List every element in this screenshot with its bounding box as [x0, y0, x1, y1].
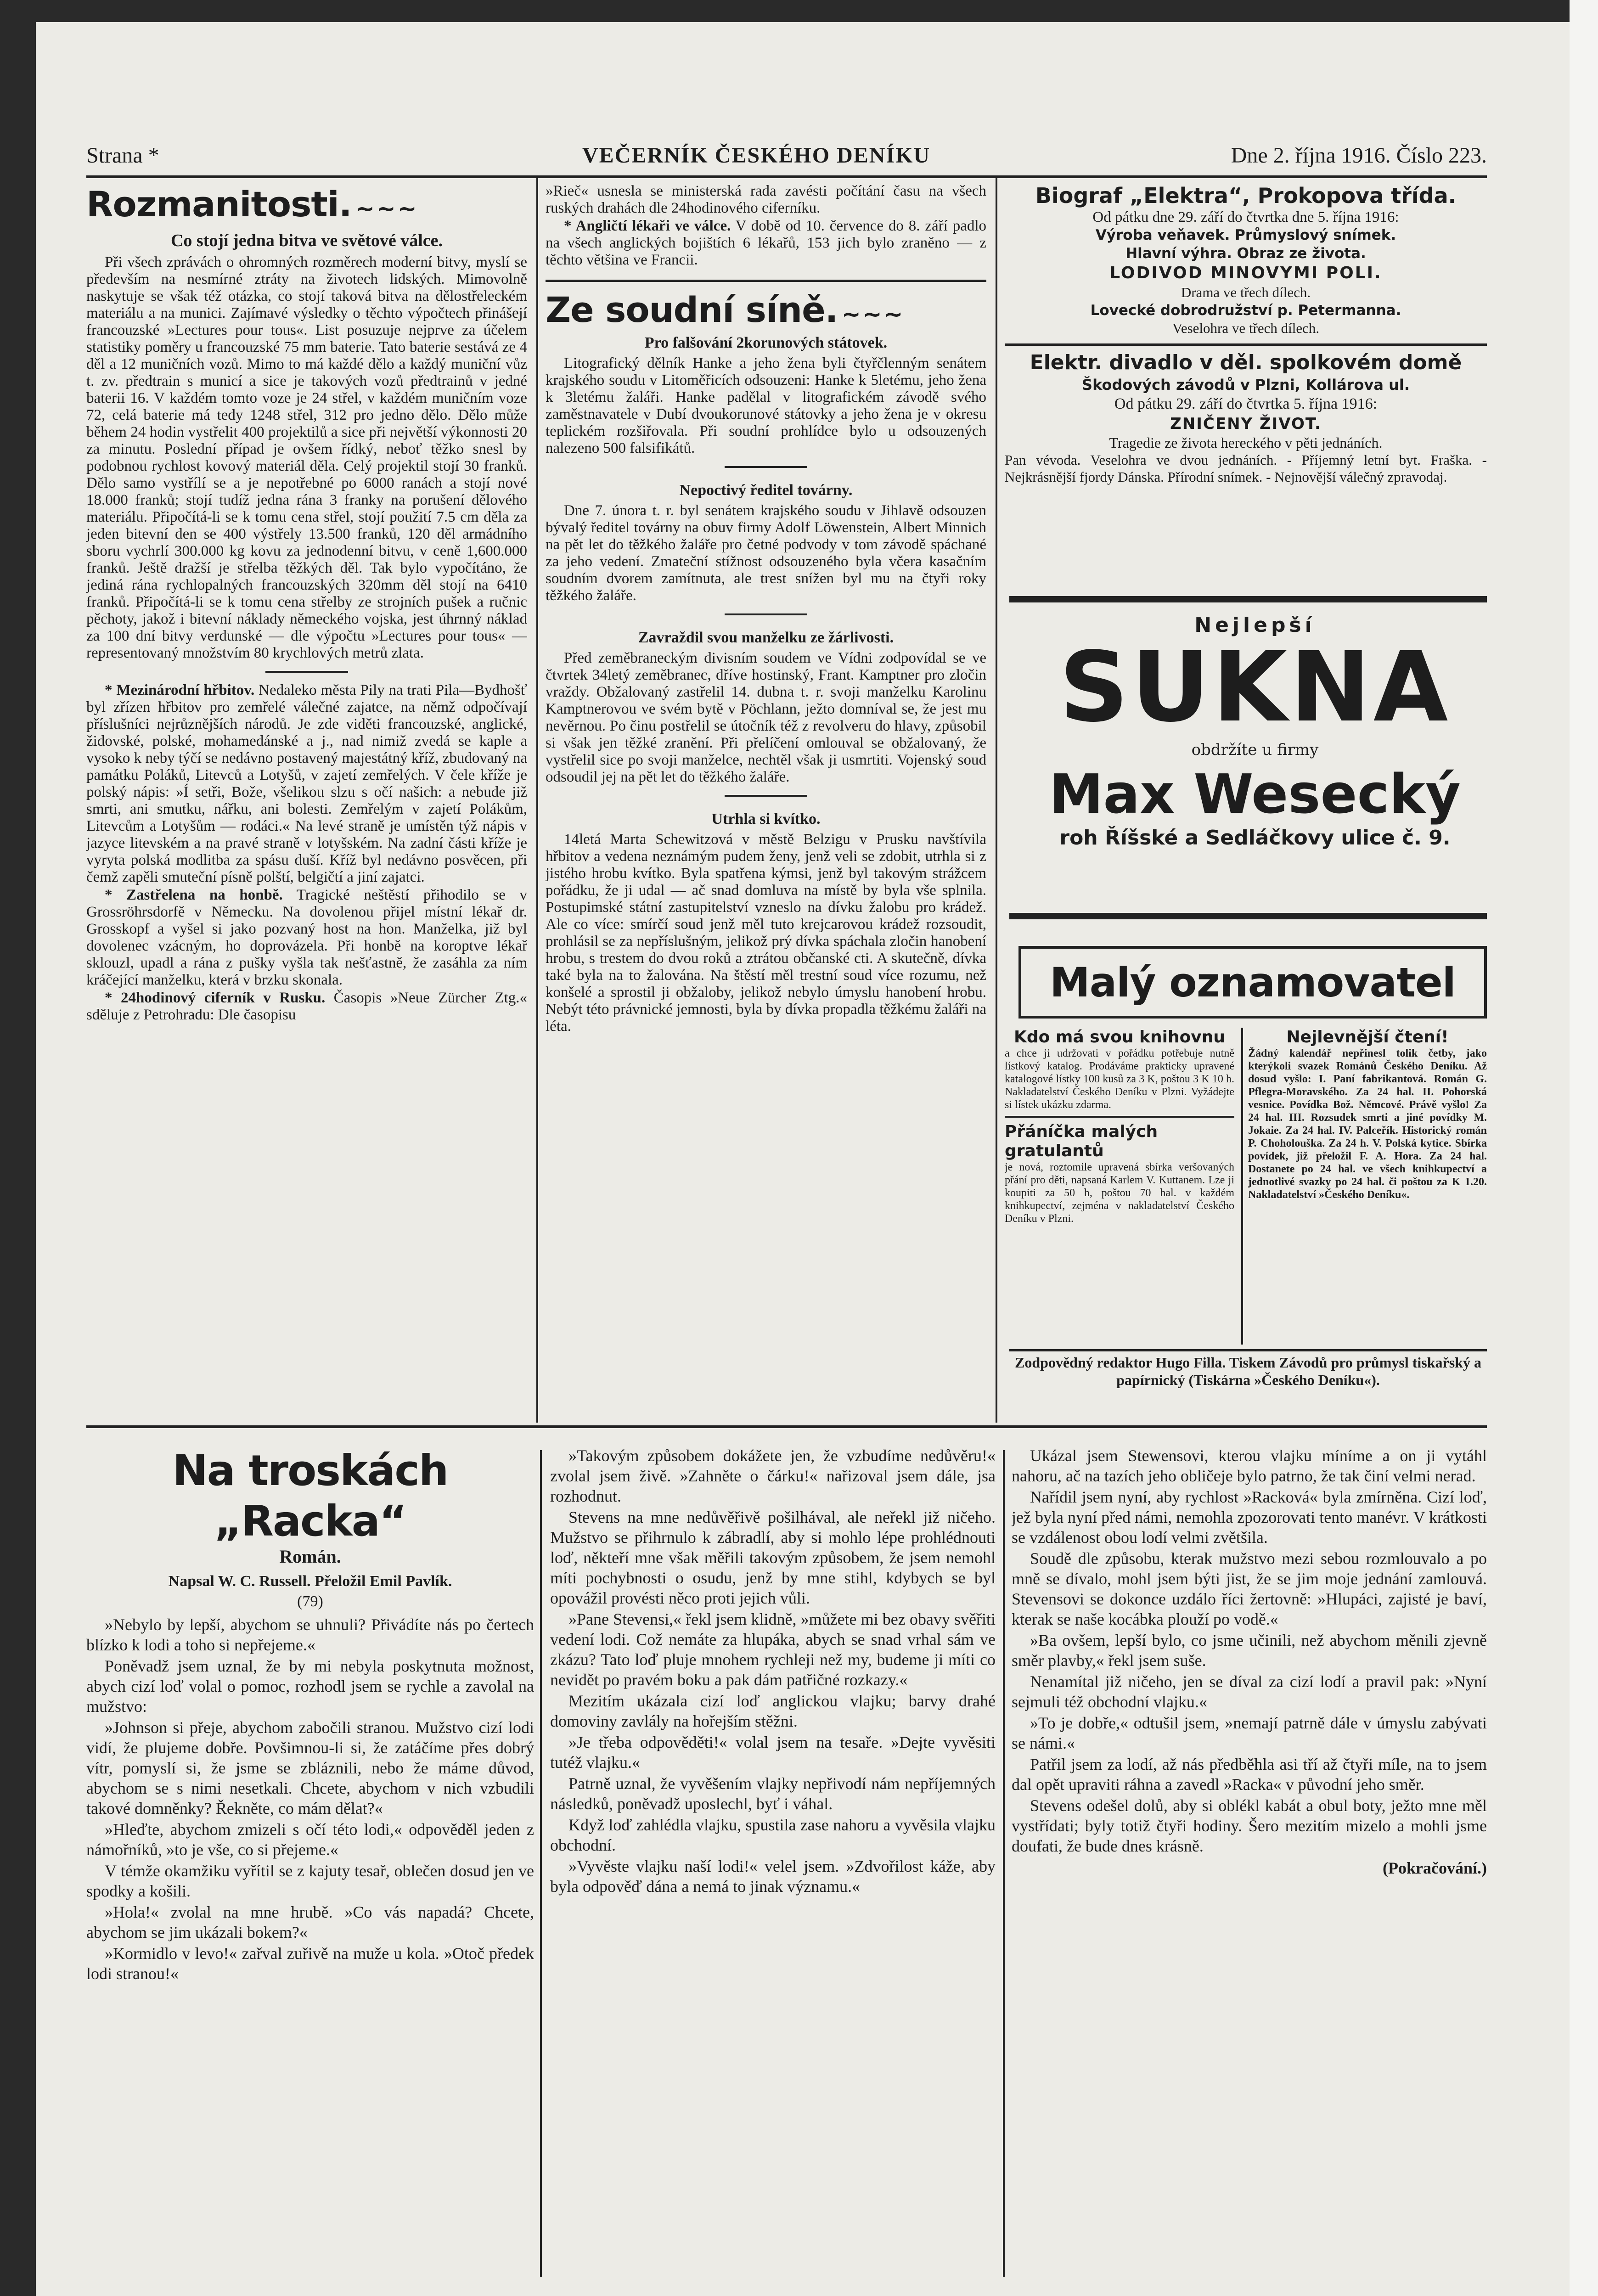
novel-text — [86, 1615, 534, 1984]
novel-paragraph: Když loď zahlédla vlajku, spustila zase nahoru a vyvěsila vlajku obchodní. — [550, 1816, 996, 1854]
court-column — [546, 183, 986, 1423]
article-headline: Nepoctivý ředitel továrny. — [679, 482, 853, 499]
column-rule — [536, 178, 538, 1423]
novel-paragraph: »Johnson si přeje, abychom zabočili stranou. Mužstvo cizí lodi vidí, že plujeme dobře. Povšimnou-li si, že zatáčíme přes dobrý vítr, pomyslí si, že jsme se zbláznili, nebo že máme důvod, abychom se s nimi nesetkali. Chcete, abychom v nich vzbudili takové domněnky? Řekněte, co mám dělat?« — [86, 1718, 534, 1818]
article-headline: Co stojí jedna bitva ve světové válce. — [170, 231, 443, 250]
ad-dates: Od pátku dne 29. září do čtvrtka dne 5. října 1916: — [1092, 209, 1399, 225]
ad-line: Pan vévoda. Veselohra ve dvou jednáních. - Příjemný letní byt. Fraška. - Nejkrásnější fjordy Dánska. Přírodní snímek. - Nejnovější válečný zpravodaj. — [1005, 452, 1487, 485]
rozmanitosti-column — [86, 183, 527, 1423]
divider — [725, 613, 807, 615]
item-body: V době od 10. července do 8. září padlo na všech anglických bojištích 6 lékařů, 153 jich bylo zraněno — z těchto většina ve Francii. — [546, 218, 986, 268]
article-headline: Utrhla si kvítko. — [711, 810, 821, 827]
ad-line: Nejlepší — [1194, 613, 1316, 637]
novel-column-3 — [1012, 1446, 1487, 2277]
article-body: Při všech zprávách o ohromných rozměrech moderní bitvy, myslí se především na nesmírné ztráty na životech lidských. Mimovolně naskytuje se však též otázka, co stojí taková bitva na dělostřeleckém materiálu a na munici. Zajímavé výsledky o těchto výpočtech přinášejí francouzské »Lectures pour tous«. List posuzuje nejprve za účelem statistiky poměry u francouzské 75 mm baterie. Tato baterie sestává ze 4 děl a 12 muničních vozů. Mimo to má každé dělo a každý muniční vůz t. zv. předtrain s municí a sice je takových vozů předtrainů v jedné baterii 16. V každém tomto voze je 24 střel, v každém muničním voze 72, celá baterie má tedy 1248 střel, 312 pro jedno dělo. Dělo může během 24 hodin vystřelit 400 projektilů a sice při největší výkonnosti 20 za minutu. Poslední případ je ovšem řídký, neboť těžko snesl by podobnou rychlost kovový materiál děla. Celý projektil stojí 30 franků. Dělo samo vystřílí se a je nepotřebné po 6000 ranách a stojí nové 18.000 franků; stojí tudíž jedna rána 3 franky na porušení dělového materiálu. Připočítá-li se k tomu cena střel, stojí použití 7.5 cm děla za jeden bitevní den se 400 výstřely 13.500 franků, 120 děl armádního sboru vychrlí 300.000 kg kovu za jednodenní bitvu, v ceně 1,600.000 franků. Ještě dražší je střelba těžkých děl. Tak bylo vypočítáno, že jediná rána rychlopalných francouzských 320mm děl stojí na 6410 franků. Připočítá-li se k tomu cena střelby ze strojních pušek a ručnic pěchoty, jakož i bitevní náklady německého vojska, jest úhrnný náklad za 100 dní bitvy verdunské — dle výpočtu »Lectures pour tous« — representovaný množstvím 80 krychlových metrů zlata. — [86, 254, 527, 661]
divider — [265, 671, 348, 673]
ad-line: Lovecké dobrodružství p. Petermanna. — [1090, 302, 1401, 319]
ad-rule — [1009, 913, 1487, 919]
novel-paragraph: »Hleďte, abychom zmizeli s očí této lodi,« odpověděl jeden z námořníků, »to je vše, co si přejeme.« — [86, 1820, 534, 1859]
cteni-ad — [1248, 1028, 1487, 1345]
kdo-ad — [1005, 1028, 1234, 1345]
article-body: Dne 7. února t. r. byl senátem krajského soudu v Jihlavě odsouzen bývalý ředitel továrny na obuv firmy Adolf Löwenstein, Albert Minnich na pět let do těžkého žaláře pro četné podvody v tom závodě spáchané za jeho vedení. Zmateční stížnost odsouzeného byla včera kasačním soudním dvorem zamítnuta, ale trest snížen byl mu na čtyři roky těžkého žaláře. — [546, 502, 986, 604]
cinema-ads — [1005, 183, 1487, 596]
novel-paragraph: »Nebylo by lepší, abychom se uhnuli? Přivádíte nás po čertech blízko k lodi a toho si nepřejeme.« — [86, 1615, 534, 1654]
novel-paragraph: Stevens odešel dolů, aby si oblékl kabát a obul boty, ježto mne měl vystřídati; byly totiž čtyři hodiny. Šero mezitím mizelo a mohli jsme doufati, že bude dnes krásně. — [1012, 1796, 1487, 1855]
page-edge — [1570, 0, 1598, 2296]
column-rule — [1003, 1450, 1005, 2277]
novel-paragraph: Ukázal jsem Stewensovi, kterou vlajku míníme a on ji vytáhl nahoru, ač na tazích jeho obličeje bylo patrno, že tak činí velmi nerad. — [1012, 1446, 1487, 1485]
ad-subtitle: Škodových závodů v Plzni, Kollárova ul. — [1082, 376, 1410, 394]
article-headline: Zavraždil svou manželku ze žárlivosti. — [638, 629, 894, 646]
novel-paragraph: »Pane Stevensi,« řekl jsem klidně, »můžete mi bez obavy svěřiti vedení lodi. Což nemáte za hlupáka, abych se snad vrhal sám ve zkázu? Tato loď pluje mnohem rychleji než my, budeme ji míti co nevidět po pravém boku a pak dám patřičné rozkazy.« — [550, 1610, 996, 1689]
page-number: Strana * — [86, 143, 159, 168]
continued-note: (Pokračování.) — [1383, 1859, 1487, 1877]
novel-paragraph: Poněvadž jsem uznal, že by mi nebyla poskytnuta možnost, abych cizí loď volal o pomoc, rozhodl jsem se rychle a zavolal na mužstvo: — [86, 1657, 534, 1716]
novel-paragraph: »Ba ovšem, lepší bylo, co jsme učinili, než abychom měnili zjevně směr plavby,« řekl jsem suše. — [1012, 1631, 1487, 1670]
ad-line: Tragedie ze života hereckého v pěti jednáních. — [1109, 434, 1383, 451]
maly-oznamovatel-banner — [1018, 946, 1487, 1019]
novel-paragraph: Nenamítal již ničeho, jen se díval za cizí lodí a pravil pak: »Nyní sejmuli též obchodní vlajku.« — [1012, 1672, 1487, 1711]
novel-paragraph: »Kormidlo v levo!« zařval zuřivě na muže u kola. »Otoč předek lodi stranou!« — [86, 1944, 534, 1983]
novel-paragraph: Stevens na mne nedůvěřivě pošilhával, ale neřekl již ničeho. Mužstvo se přihrnulo k zábradlí, aby si mohlo lépe prohlédnouti loď, někteří mne však měřili takovým způsobem, že jsem nemohl míti pochybnosti o osudu, jenž by mne stihl, kdybych se byl opovážil provésti něco proti jejich vůli. — [550, 1508, 996, 1607]
novel-paragraph: »To je dobře,« odtušil jsem, »nemají patrně dále v úmyslu zabývati se námi.« — [1012, 1714, 1487, 1752]
article-headline: Pro falšování 2korunových státovek. — [644, 334, 888, 351]
novel-author: Napsal W. C. Russell. Přeložil Emil Pavlík. — [168, 1573, 452, 1590]
ad-rule — [1009, 1349, 1487, 1351]
ad-title: Nejlevnější čtení! — [1286, 1028, 1449, 1047]
ad-title: Biograf „Elektra“, Prokopova třída. — [1035, 183, 1457, 208]
article-continued: »Rieč« usnesla se ministerská rada zavésti počítání času na všech ruských drahách dle 24hodinového ciferníku. — [546, 183, 986, 216]
novel-paragraph: Nařídil jsem nyní, aby rychlost »Racková« byla zmírněna. Cizí loď, jež byla nyní před námi, nemohla zpozorovati tento manévr. V krátkosti se vzdálenost obou lodí velmi zvětšila. — [1012, 1488, 1487, 1547]
ornament: ~~~ — [355, 195, 419, 222]
article-body: Před zeměbraneckým divisním soudem ve Vídni zodpovídal se ve čtvrtek 34letý zeměbranec, dříve hostinský, Frant. Kamptner pro zločin vraždy. Obžalovaný zastřelil 14. dubna t. r. svoji manželku Karolinu Kamptnerovou ve svém bytě v Pöchlann, ježto domníval se, že jest mu nevěrnou. Po činu postřelil se útočník též z revolveru do hlavy, způsobil si však jen těžké zranění. Při přelíčení omlouval se obžalovaný, že vystřelil sice po svoji manželce, nechtěl však ji usmrtiti. Vojenský soud odsoudil jej na pět let do těžkého žaláře. — [546, 650, 986, 785]
ad-line: ZNIČENY ŽIVOT. — [1170, 415, 1322, 433]
page-header — [86, 123, 1487, 178]
section-title: Rozmanitosti. — [86, 184, 352, 225]
imprint: Zodpovědný redaktor Hugo Filla. Tiskem Závodů pro průmysl tiskařský a papírnický (Tiskárna »Českého Deníku«). — [1015, 1354, 1481, 1388]
section-title: Ze soudní síně. — [546, 289, 838, 330]
novel-genre: Román. — [279, 1546, 341, 1567]
item-headline: * Zastřelena na honbě. — [105, 887, 283, 903]
ad-line: Drama ve třech dílech. — [1181, 284, 1311, 300]
ad-dates: Od pátku 29. září do čtvrtka 5. října 1916: — [1114, 395, 1378, 412]
novel-title: Na troskách „Racka“ — [172, 1446, 448, 1546]
ad-rule — [1241, 1028, 1243, 1345]
ad-headline: SUKNA — [1059, 631, 1451, 743]
novel-paragraph: »Hola!« zvolal na mne hrubě. »Co vás napadá? Chcete, abychom se jim ukázali bokem?« — [86, 1903, 534, 1941]
novel-text — [550, 1446, 996, 1896]
ad-line: Výroba veňavek. Průmyslový snímek. — [1095, 227, 1396, 243]
ad-title: Kdo má svou knihovnu — [1013, 1028, 1226, 1047]
ad-title: Přáníčka malých gratulantů — [1005, 1122, 1158, 1160]
ad-address: roh Říšské a Sedláčkovy ulice č. 9. — [1059, 826, 1451, 850]
novel-episode: (79) — [297, 1593, 323, 1610]
item-headline: * 24hodinový ciferník v Rusku. — [105, 990, 326, 1006]
item-body: Nedaleko města Pily na trati Pila—Bydhošť byl zřízen hřbitov pro zemřelé válečné zajatce, na němž odpočívají příslušníci nejrůznějších národů. Je zde viděti francouzské, anglické, židovské, polské, mohamedánské a j., nad nimiž zvedá se kaple a vysoko k neby týčí se nedávno postavený majestátný kříž, zbudovaný na památku Poláků, Litevců a Lotyšů, v zajetí zemřelých. V čele kříže je polský nápis: »Í setři, Bože, všelikou slzu s očí našich: a nebude již smrti, ani smutku, nářku, ani bolesti. Zemřelým v zajetí Polákům, Litevcům a Lotyšům — rodáci.« Na levé straně je umístěn týž nápis v jazyce litevském a na pravé straně v lotyšském. Na zadní části kříže je vyryta polská modlitba za spásu duší. Kříž byl nedávno posvěcen, při čemž zapěli smuteční písně polští, belgičtí a jiní zajatci. — [86, 682, 527, 885]
ad-rule — [1005, 1116, 1234, 1118]
item-body: Tragické neštěstí přihodilo se v Grossröhrsdorfě v Německu. Na dovolenou přijel místní lékař dr. Grosskopf a vyšel si jako pozvaný host na hon. Manželka, již byl dovolenec vzácným, ho doprovázela. Při honbě na koroptve lékař sklouzl, upadl a rána z pušky vyšla tak nešťastně, že zasáhla za ním kráčející manželku, která v brzku skonala. — [86, 887, 527, 988]
masthead: VEČERNÍK ČESKÉHO DENÍKU — [582, 143, 931, 168]
ad-rule — [1009, 596, 1487, 602]
novel-paragraph: »Je třeba odpověděti!« volal jsem na tesaře. »Dejte vyvěsiti tutéž vlajku.« — [550, 1733, 996, 1772]
novel-paragraph: V témže okamžiku vyřítil se z kajuty tesař, oblečen dosud jen ve spodky a košili. — [86, 1862, 534, 1900]
section-rule — [546, 280, 986, 282]
ad-body: Žádný kalendář nepřinesl tolik četby, jako kterýkoli svazek Románů Českého Deníku. Až dosud vyšlo: I. Paní fabrikantová. Román G. Pflegra-Moravského. Za 24 hal. II. Pohorská vesnice. Povídka Bož. Němcové. Právě vyšlo! Za 24 hal. III. Rozsudek smrti a jiné povídky M. Jokaie. Za 24 hal. IV. Palceřík. Historický román P. Choholouška. Za 24 h. V. Polská kytice. Sbírka povídek, již přeložil F. A. Hora. Za 24 hal. Dostanete po 24 hal. ve všech knihkupectví a jednotlivé svazky po 24 hal. či poštou za K 1.20. Nakladatelství »Českého Deníku«. — [1248, 1047, 1487, 1201]
ad-line: obdržíte u firmy — [1191, 741, 1319, 759]
novel-paragraph: Patřil jsem za lodí, až nás předběhla asi tří až čtyři míle, na to jsem dal opět upraviti ráhna a zavedl »Racka« v původní jeho směr. — [1012, 1755, 1487, 1794]
column-rule — [996, 178, 997, 1423]
article-body: 14letá Marta Schewitzová v městě Belzigu v Prusku navštívila hřbitov a vedena neznámým pudem ženy, jenž veli se zdobit, utrhla si z jistého hrobu kvítko. Byla spatřena kýmsi, jenž byl takovým strážcem pořádku, že ji udal — ač snad domluva na místě by byla vše splnila. Postupimské státní zastupitelství vzneslo na dívku žalobu pro krádež. Ale co více: smírčí soud jenž měl tuto krejcarovou krádež rozsoudit, prohlásil se za nepříslušným, jelikož prý dívka spáchala zločin hanobení hrobu, s trestem do dvou roků a ztrátou občanské cti. A skutečně, dívka také byla na to žalována. Na štěstí měl trestní soud více rozumu, než konšelé a sprostil ji obžaloby, jelikož nebylo úmyslu hanobení hrobu. Nebýt této právnické jemnosti, byla by dívka propadla těžkému žaláři na léta. — [546, 831, 986, 1035]
ad-body: je nová, roztomile upravená sbírka veršovaných přání pro děti, napsaná Karlem V. Kuttanem. Lze ji koupiti za 50 h, poštou 70 hal. v každém knihkupectví, zejména v nakladatelství Českého Deníku v Plzni. — [1005, 1161, 1234, 1225]
ad-title: Elektr. divadlo v děl. spolkovém domě — [1030, 351, 1462, 374]
ad-body: a chce ji udržovati v pořádku potřebuje nutně lístkový katalog. Prodáváme prakticky upravené katalogové lístky 100 kusů za 3 K, poštou 3 K 10 h. Nakladatelství Českého Deníku v Plzni. Vyžádejte si lístek ukázku zdarma. — [1005, 1047, 1234, 1111]
item-headline: * Angličtí lékaři ve válce. — [564, 218, 731, 234]
banner-title: Malý oznamovatel — [1050, 958, 1456, 1006]
issue-date: Dne 2. října 1916. Číslo 223. — [1231, 143, 1487, 168]
newspaper-page — [36, 22, 1570, 2296]
sukna-ad — [1018, 605, 1491, 908]
novel-paragraph: Mezitím ukázala cizí loď anglickou vlajku; barvy drahé domoviny zavlály na hořejším stěžni. — [550, 1692, 996, 1730]
ad-line: Veselohra ve třech dílech. — [1172, 320, 1320, 336]
ad-rule — [1005, 343, 1487, 346]
novel-paragraph: Soudě dle způsobu, kterak mužstvo mezi sebou rozmlouvalo a po mně se dívalo, mohl jsem býti jist, že se jim moje jednání zamlouvá. Stevensovi se dokonce uzdálo říci žertovně: »Hlupáci, zajisté je baví, kterak se naše kocábka plouží po vodě.« — [1012, 1549, 1487, 1628]
section-rule — [86, 1425, 1487, 1428]
divider — [725, 466, 807, 468]
novel-paragraph: Patrně uznal, že vyvěšením vlajky nepřivodí nám nepříjemných následků, poněvadž uposlechl, byť i váhal. — [550, 1774, 996, 1813]
novel-column-2 — [550, 1446, 996, 2277]
ad-line: LODIVOD MINOVYMI POLI. — [1109, 264, 1382, 282]
ornament: ~~~ — [841, 301, 905, 327]
ad-firm: Max Wesecký — [1049, 762, 1461, 826]
column-rule — [540, 1450, 542, 2277]
novel-column-1 — [86, 1446, 534, 2277]
novel-paragraph: »Vyvěste vlajku naší lodi!« velel jsem. »Zdvořilost káže, aby byla odpověď dána a nemá to jinak významu.« — [550, 1857, 996, 1896]
item-body: Časopis »Neue Zürcher Ztg.« sděluje z Petrohradu: Dle časopisu — [86, 990, 527, 1023]
item-headline: * Mezinárodní hřbitov. — [105, 682, 255, 698]
novel-paragraph: »Takovým způsobem dokážete jen, že vzbudíme nedůvěru!« zvolal jsem živě. »Zahněte o čárku!« nařizoval jsem dále, jsa rozhodnut. — [550, 1446, 996, 1505]
ad-line: Hlavní výhra. Obraz ze života. — [1125, 245, 1366, 262]
novel-text — [1012, 1446, 1487, 1856]
article-body: Litografický dělník Hanke a jeho žena byli čtyřčlenným senátem krajského soudu v Litoměřicích odsouzeni: Hanke k 5letému, jeho žena k 3letému žaláři. Hanke padělal v litografickém závodě svého zaměstnavatele v Dubí dvoukorunové státovky a jeho žena je v okresu teplickém rozšiřovala. Při soudní prohlídce bylo u odsouzených nalezeno 500 falsifikátů. — [546, 355, 986, 456]
divider — [725, 795, 807, 797]
